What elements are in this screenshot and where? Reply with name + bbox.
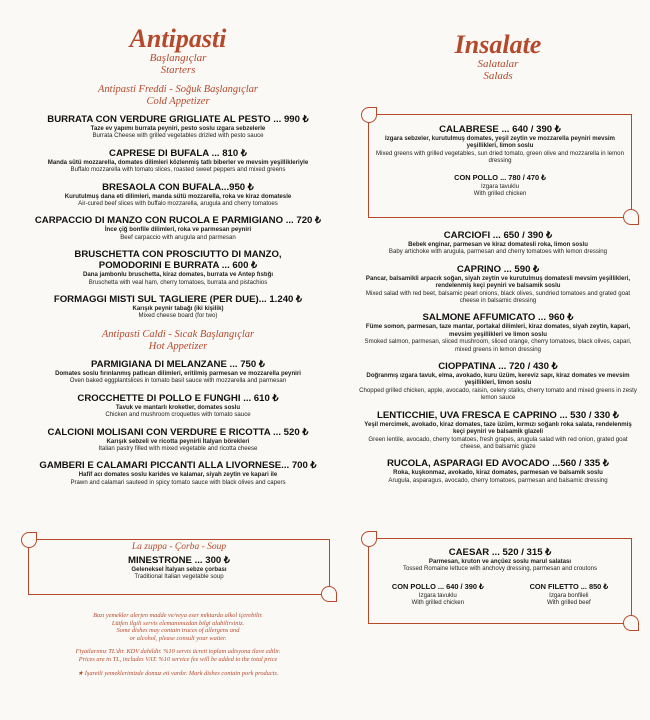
item-name: CARPACCIO DI MANZO CON RUCOLA E PARMIGIANO ... 720 ₺ (34, 215, 322, 227)
allergy-note-2: Lütfen ilgili servis elemanımızdan bilgi alabilirsiniz. (111, 619, 245, 627)
item-desc-en: Mixed salad with red beet, balsamic pearl onions, black olives, sundried tomatoes and grated goat cheese in balsamic dressing (365, 289, 631, 305)
menu-item-salmone (358, 312, 638, 353)
item-name: CAPRESE DI BUFALA ... 810 ₺ (109, 147, 247, 159)
menu-item-carciofi (358, 230, 638, 256)
addon-desc-tr: Izgara bonfileli (549, 591, 589, 599)
item-desc-tr: Karışık sebzeli ve ricotta peynirli İtalyan börekleri (106, 437, 250, 445)
item-desc-tr: Pancar, balsamikli arpacık soğan, siyah zeytin ve kurutulmuş domatesli mevsim yeşillikleri, rendelenmiş keçi peyniri ve balsamik soslu (365, 274, 631, 290)
item-name: MINESTRONE ... 300 ₺ (127, 555, 231, 566)
caesar-box (368, 538, 632, 624)
item-desc-tr: Parmesan, kruton ve ançüez soslu marul salatası (428, 558, 572, 565)
menu-item-caesar (369, 547, 631, 573)
item-desc-tr: Manda sütü mozzarella, domates dilimleri közlenmiş tatlı biberler ve mevsim yeşillikleriyle (47, 158, 309, 166)
item-desc-en: Burrata Cheese with grilled vegetables drizled with pesto sauce (92, 132, 264, 140)
antipasti-column (8, 0, 348, 486)
item-desc-en: Tossed Romaine lettuce with anchovy dressing, parmesan and croutons (402, 565, 598, 573)
cold-section-title: Antipasti Freddi - Soğuk Başlangıçlar (97, 84, 258, 95)
item-desc-en: Bruschetta with veal ham, cherry tomatoes, burrata and pistachios (88, 278, 268, 286)
item-name: SALMONE AFFUMICATO ... 960 ₺ (422, 312, 574, 324)
addon-desc-tr: Izgara tavuklu (481, 182, 519, 190)
item-desc-tr: Izgara sebzeler, kurutulmuş domates, yeşil zeytin ve mozzarella peyniri mevsim yeşillikleri, limon soslu (385, 135, 615, 150)
addon-name: CON POLLO ... 780 / 470 ₺ (454, 172, 546, 182)
item-desc-tr: Roka, kuşkonmaz, avokado, kiraz domates, parmesan ve balsamik soslu (393, 469, 603, 477)
menu-item-caprino (358, 264, 638, 305)
menu-item-bresaola (8, 182, 348, 208)
item-desc-en: Italian pastry filled with mixed vegetable and ricotta cheese (98, 444, 258, 452)
item-desc-tr: Dana jambonlu bruschetta, kiraz domates, burrata ve Antep fıstığı (82, 271, 274, 279)
hot-section-title-en: Hot Appetizer (148, 340, 208, 352)
insalate-subtitle-en: Salads (483, 70, 513, 82)
menu-item-lenticchie (358, 410, 638, 451)
insalate-column (358, 0, 638, 82)
addon-con-filetto (530, 581, 609, 607)
item-name: CAPRINO ... 590 ₺ (456, 263, 540, 275)
item-desc-tr: Doğranmış ızgara tavuk, elma, avokado, kuru üzüm, kereviz sapı, kiraz domates ve mevsim yeşillikleri, limon soslu (366, 372, 630, 387)
menu-item-parmigiana (8, 359, 348, 385)
item-desc-en: Baby artichoke with arugula, parmesan and cherry tomatoes with lemon dressing (388, 248, 608, 256)
menu-item-minestrone (29, 555, 329, 581)
salad-list (358, 222, 638, 484)
item-desc-tr: Hafif acı domates soslu karides ve kalamar, siyah zeytin ve kapari ile (78, 471, 278, 479)
item-desc-tr: Kurutulmuş dana eti dilimleri, manda sütü mozzarella, roka ve kiraz domatesle (64, 192, 292, 200)
caesar-addons (369, 581, 631, 607)
addon-con-pollo (392, 581, 484, 607)
item-name: CALCIONI MOLISANI CON VERDURE E RICOTTA ... 520 ₺ (47, 426, 309, 438)
item-desc-en: Smoked salmon, parmesan, sliced mushroom, sliced orange, cherry tomatoes, black olives, capari, mixed greens in lemon dressing (364, 338, 632, 353)
item-desc-en: Traditional Italian vegetable soup (134, 573, 224, 581)
soup-header: La zuppa - Çorba - Soup (131, 542, 227, 552)
item-desc-en: Oven baked eggplantslices in tomato basil sauce with mozzarella and parmesan (69, 377, 287, 385)
item-desc-tr: Domates soslu fırınlanmış patlıcan dilimleri, eritilmiş parmesan ve mozzarella peyniri (55, 369, 301, 377)
item-name: BRESAOLA CON BUFALA...950 ₺ (102, 181, 254, 193)
item-desc-tr: İnce çiğ bonfile dilimleri, roka ve parmesan peyniri (104, 226, 252, 234)
menu-item-calcioni (8, 427, 348, 453)
item-name: BURRATA CON VERDURE GRIGLIATE AL PESTO ... 990 ₺ (47, 114, 309, 125)
addon-desc-en: With grilled chicken (411, 599, 465, 607)
item-name: CALABRESE ... 640 / 390 ₺ (439, 124, 561, 135)
item-name: LENTICCHIE, UVA FRESCA E CAPRINO ... 530 / 330 ₺ (377, 409, 619, 421)
item-desc-en: Chopped grilled chicken, apple, avocado, raisin, celery stalks, cherry tomato and mixed greens in zesty lemon sauce (359, 386, 637, 402)
addon-desc-tr: Izgara tavuklu (418, 591, 457, 599)
price-note-2: Prices are in TL, includes VAT. %10 service fee will be added to the total price (78, 655, 278, 663)
price-note-1: Fiyatlarımız TL'dir. KDV dahildir. %10 servis ücreti toplam adisyona ilave edilir. (75, 648, 281, 656)
item-desc-tr: Taze ev yapımı burrata peyniri, pesto soslu ızgara sebzelerle (90, 125, 266, 132)
hot-section-title: Antipasti Caldi - Sıcak Başlangıçlar (101, 328, 255, 340)
menu-item-caprese (8, 148, 348, 174)
insalate-subtitle-tr: Salatalar (477, 58, 519, 70)
menu-item-crocchette (8, 393, 348, 419)
item-name: CARCIOFI ... 650 / 390 ₺ (443, 230, 553, 241)
item-name: GAMBERI E CALAMARI PICCANTI ALLA LIVORNESE... 700 ₺ (39, 460, 317, 472)
item-name: CIOPPATINA ... 720 / 430 ₺ (438, 361, 558, 373)
item-desc-tr: Tavuk ve mantarlı kroketler, domates soslu (115, 403, 241, 411)
menu-item-rucola (358, 458, 638, 484)
item-desc-en: Chicken and mushroom croquettes with tomato sauce (105, 411, 251, 419)
calabrese-box (368, 114, 632, 218)
addon-desc-en: With grilled chicken (473, 190, 527, 198)
item-desc-en: Arugula, asparagus, avocado, cherry tomatoes, parmesan and balsamic dressing (388, 476, 608, 484)
item-desc-en: Green lentile, avocado, cherry tomatoes, fresh grapes, arugula salad with red onion, grated goat cheese, and balsamic glaze (368, 435, 628, 450)
menu-item-cioppatina (358, 361, 638, 402)
allergy-note-1: Bazı yemekler alerjen madde ve/veya eser miktarda alkol içerebilir. (93, 612, 263, 619)
menu-item-formaggi (8, 294, 348, 320)
menu-item-burrata (8, 114, 348, 140)
item-name: BRUSCHETTA CON PROSCIUTTO DI MANZO, (74, 249, 282, 261)
antipasti-subtitle-tr: Başlangıçlar (149, 52, 207, 64)
item-name: CAESAR ... 520 / 315 ₺ (448, 547, 552, 558)
item-desc-tr: Geleneksel İtalyan sebze çorbası (131, 566, 227, 573)
item-name: PARMIGIANA DI MELANZANE ... 750 ₺ (90, 358, 265, 370)
cold-section-title-en: Cold Appetizer (146, 96, 210, 107)
item-name: CROCCHETTE DI POLLO E FUNGHI ... 610 ₺ (77, 392, 279, 404)
item-name-line2: POMODORINI E BURRATA ... 600 ₺ (98, 260, 258, 272)
item-name: RUCOLA, ASPARAGI ED AVOCADO ...560 / 335 ₺ (386, 458, 609, 470)
menu-item-calabrese (369, 124, 631, 165)
item-desc-tr: Karışık peynir tabağı (iki kişilik) (132, 305, 224, 313)
item-name: FORMAGGI MISTI SUL TAGLIERE (PER DUE)... 1.240 ₺ (53, 294, 303, 306)
item-desc-en: Mixed greens with grilled vegetables, sun dried tomato, green olive and mozzarella in lemon dressing (376, 149, 624, 165)
antipasti-title: Antipasti (129, 24, 227, 53)
item-desc-tr: Yeşil mercimek, avokado, kiraz domates, taze üzüm, kırmızı soğanlı roka salata, rendelenmiş keçi peyniri ve balsamik glazeli (364, 420, 632, 436)
insalate-title: Insalate (454, 30, 542, 59)
item-desc-tr: Füme somon, parmesan, taze mantar, portakal dilimleri, kiraz domates, siyah zeytin, kapari, mevsim yeşillikleri ve limon soslu (365, 323, 631, 338)
addon-name: CON FILETTO ... 850 ₺ (529, 581, 609, 591)
menu-item-gamberi (8, 460, 348, 486)
addon-name: CON POLLO ... 640 / 390 ₺ (391, 581, 484, 591)
allergy-note-3: Some dishes may contain traces of allergens and (116, 627, 240, 635)
item-desc-en: Prawn and calamari sauteed in spicy tomato sauce with black olives and capers (70, 478, 286, 486)
item-desc-en: Air-cured beef slices with buffalo mozzarella, arugula and cherry tomatoes (78, 200, 278, 208)
soup-box (28, 539, 330, 595)
pork-note: ★ İşaretli yemeklerimizde domuz eti vardır. Mark dishes contain pork products. (77, 669, 279, 677)
menu-item-carpaccio (8, 215, 348, 241)
addon-con-pollo (369, 172, 631, 198)
notes (8, 612, 348, 677)
allergy-note-4: or alcohol, please consult your waiter. (129, 634, 227, 642)
addon-desc-en: With grilled beef (546, 599, 591, 607)
item-desc-en: Buffalo mozzarella with tomato slices, roasted sweet peppers and mixed greens (70, 166, 286, 174)
antipasti-subtitle-en: Starters (160, 64, 196, 76)
menu-item-bruschetta (8, 249, 348, 286)
item-desc-tr: Bebek enginar, parmesan ve kiraz domatesli roka, limon soslu (408, 241, 588, 248)
item-desc-en: Beef carpaccio with arugula and parmesan (120, 233, 236, 241)
item-desc-en: Mixed cheese board (for two) (138, 312, 218, 320)
